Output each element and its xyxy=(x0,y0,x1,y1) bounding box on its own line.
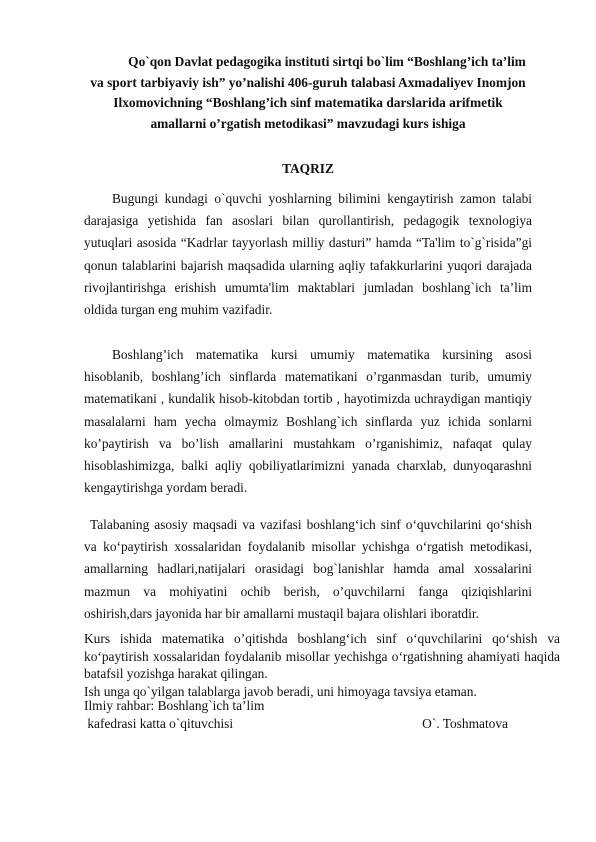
signature-position: kafedrasi katta o`qituvchisi xyxy=(84,715,234,731)
paragraph-1 xyxy=(84,188,532,321)
text-line: Bugungi kundagi o`quvchi yoshlarning bilimini kengaytirish zamon talabi xyxy=(112,191,532,206)
text-line: masalalarni ham yecha olmaymiz Boshlang`ich sinflarda yuz ichida sonlarni xyxy=(84,413,532,429)
heading-line: Ilxomovichning “Boshlang’ich sinf matematika darslarida arifmetik xyxy=(113,95,503,110)
text-line: Ish unga qo`yilgan talablarga javob beradi, uni himoyaga tavsiya etaman. xyxy=(84,683,477,699)
text-line: Talabaning asosiy maqsadi va vazifasi boshlang‘ich sinf o‘quvchilarini qo‘shish xyxy=(90,517,532,532)
text-line: rivojlantirishga erishish umumta'lim maktablari jumladan boshlang`ich ta’lim xyxy=(84,279,532,295)
text-line: qonun talablarini bajarish maqsadida ularning aqliy tafakkurlarini yuqori darajada xyxy=(84,257,532,273)
paragraph-3 xyxy=(84,514,532,625)
document-title: TAQRIZ xyxy=(282,161,334,176)
text-line: va ko‘paytirish xossalaridan foydalanib misollar ychishga o‘rgatish metodikasi, xyxy=(84,539,532,555)
text-line: ko‘paytirish xossalaridan foydalanib misollar yechishga o‘rgatishning ahamiyati haqida xyxy=(84,648,560,664)
heading-line: amallarni o’rgatish metodikasi” mavzudagi kurs ishiga xyxy=(150,115,466,131)
paragraph-2 xyxy=(84,344,532,499)
text-line: kengaytirishga yordam beradi. xyxy=(84,480,248,496)
signature-block xyxy=(84,691,532,732)
heading-line: va sport tarbiyaviy ish” yo’nalishi 406-guruh talabasi Axmadaliyev Inomjon xyxy=(90,74,526,90)
text-line: hisoblashimizga, balki aqliy qobiliyatlarimizni yanada charxlab, dunyoqarashni xyxy=(84,458,532,474)
text-line: batafsil yozishga harakat qilingan. xyxy=(84,666,268,681)
signature-role-line: Ilmiy rahbar: Boshlang`ich ta’lim xyxy=(84,698,265,713)
text-line: Kurs ishida matematika o’qitishda boshlang‘ich sinf o‘quvchilarini qo‘shish va xyxy=(84,631,560,646)
text-line: darajasiga yetishida fan asoslari bilan qurollantirish, pedagogik texnologiya xyxy=(84,213,532,229)
text-line: oshirish,dars jayonida har bir amallarni mustaqil bajara olishlari iboratdir. xyxy=(84,605,479,621)
heading-line: Qo`qon Davlat pedagogika instituti sirtqi bo`lim “Boshlang’ich ta’lim xyxy=(128,54,526,69)
text-line: hisoblanib, boshlang’ich sinflarda matematikani o’rganmasdan turib, umumiy xyxy=(84,369,532,385)
text-line: mazmun va mohiyatini ochib berish, o’quvchilarni fanga qiziqishlarini xyxy=(84,583,532,599)
document-heading xyxy=(84,52,532,134)
signature-name: O`. Toshmatova xyxy=(422,715,508,731)
text-line: matematikani , kundalik hisob-kitobdan tortib , hayotimizda uchraydigan mantiqiy xyxy=(84,391,532,407)
text-line: Boshlang’ich matematika kursi umumiy matematika kursining asosi xyxy=(112,347,532,362)
paragraph-4 xyxy=(84,630,560,700)
text-line: amallarning hadlari,natijalari orasidagi bog`lanishlar hamda amal xossalarini xyxy=(84,561,532,577)
text-line: ko’paytirish va bo’lish amallarini mustahkam o’rganishimiz, nafaqat qulay xyxy=(84,435,532,451)
text-line: yutuqlari asosida “Kadrlar tayyorlash milliy dasturi” hamda “Ta'lim to`g`risida”gi xyxy=(84,235,532,251)
text-line: oldida turgan eng muhim vazifadir. xyxy=(84,302,273,318)
